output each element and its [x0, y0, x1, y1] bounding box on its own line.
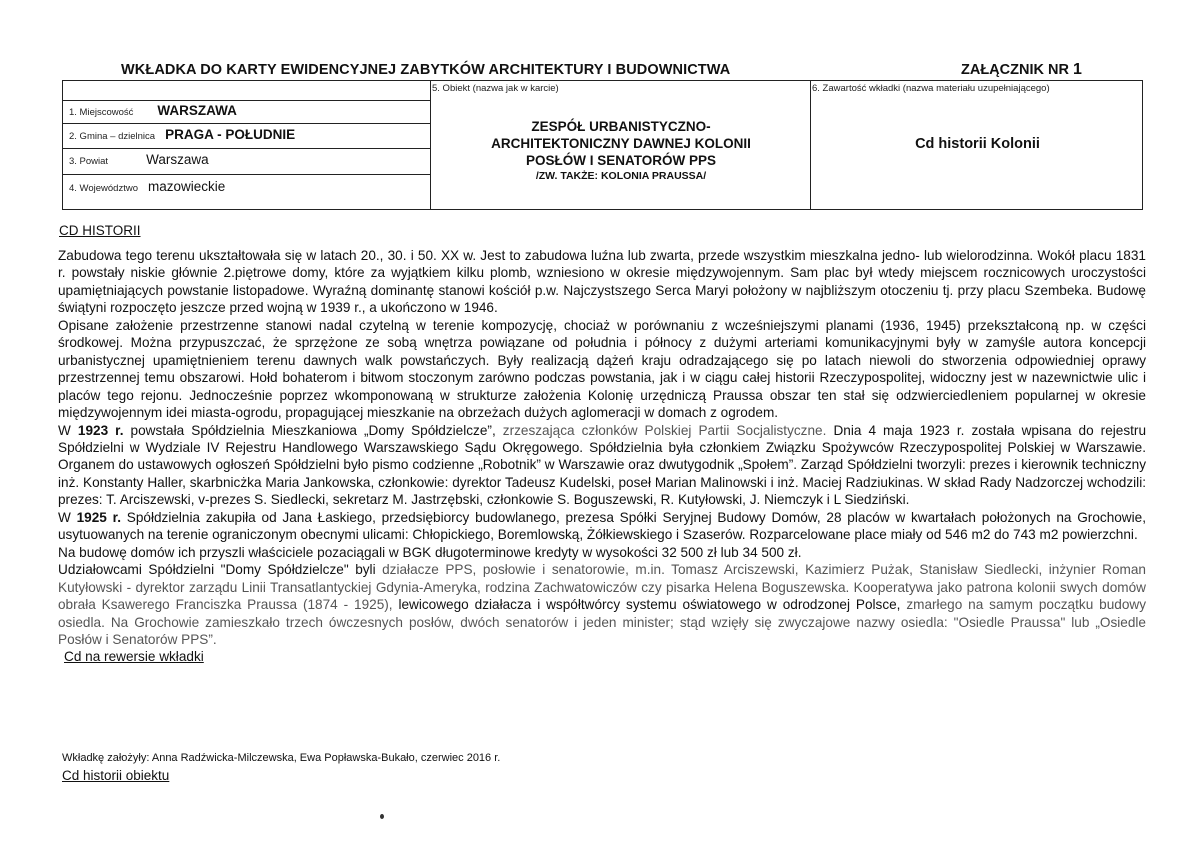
field-label: 1. Miejscowość [69, 107, 134, 118]
text-span: W [58, 422, 78, 438]
field-value: WARSZAWA [157, 103, 237, 118]
text-span: Spółdzielnia zakupiła od Jana Łaskiego, przedsiębiorcy budowlanego, prezesa Spółki Seryjnej Budowy Domów, 28 placów w kwartałach położonych na Grochowie, usytuowanych na terenie ograniczonym obecnymi ulicami: Chłopickiego, Boremlowską, Żółkiewskiego i Szaserów. Rozparcelowane place miały od 546 m2 do 743 m2 powierzchni. [58, 509, 1146, 543]
year-1925: 1925 r. [76, 509, 121, 525]
object-line: ZESPÓŁ URBANISTYCZNO- [531, 119, 711, 134]
object-line: POSŁÓW I SENATORÓW PPS [525, 153, 716, 168]
divider [63, 123, 430, 124]
field-county [69, 152, 429, 167]
history-text [58, 247, 1146, 666]
text-span: Udziałowcami Spółdzielni "Domy Spółdzielcze" byli [58, 562, 383, 578]
paragraph [58, 561, 1146, 648]
paragraph: Zabudowa tego terenu ukształtowała się w latach 20., 30. i 50. XX w. Jest to zabudowa luźna lub zwarta, przede wszystkim mieszkalna jedno- lub wielorodzinna. Wokół placu 1831 r. powstały niskie głównie 2.piętrowe domy, które za wyjątkiem kilku plomb, wzniesiono w okresie międzywojennym. Sam plac był wtedy miejscem rocznicowych uroczystości upamiętniających powstanie listopadowe. Wyraźną dominantę stanowi kościół p.w. Najczystszego Serca Maryi położony w najbliższym otoczeniu tj. przy placu Szembeka. Budowę świątyni rozpoczęto jeszcze przed wojną w 1939 r., a ukończono w 1946. [58, 248, 1146, 316]
field-label: 3. Powiat [69, 156, 109, 167]
text-span: zrzeszająca członków Polskiej Partii Socjalistyczne. [502, 422, 827, 438]
attachment-number [961, 61, 1082, 79]
reverse-link[interactable]: Cd na rewersie wkładki [64, 649, 204, 665]
divider [63, 148, 430, 149]
identification-table [62, 80, 1143, 210]
paragraph: Opisane założenie przestrzenne stanowi nadal czytelną w terenie kompozycję, chociaż w porównaniu z wcześniejszymi planami (1936, 1945) przekształconą np. w części środkowej. Można przypuszczać, że sprzężone ze sobą wnętrza powiązane od południa i północy z dużymi arteriami komunikacyjnymi były w zamyśle autora koncepcji urbanistycznej upamiętnieniem terenu dawnych walk powstańczych. Były realizacją dążeń kraju odradzającego się po latach niewoli do stworzenia odpowiedniej oprawy przestrzennej temu obszarowi. Hołd bohaterom i bitwom stoczonym zarówno podczas powstania, jak i w ciągu całej historii Rzeczypospolitej, widoczny jest w nazewnictwie ulic i placów tego rejonu. Jednocześnie poprzez wkomponowaną w strukturze założenia Kolonię urzędniczą Praussa obszar ten stał się odzwierciedleniem popularnej w okresie międzywojennym idei miasta-ogrodu, propagującej mieszkanie na obrzeżach dużych aglomeracji w domach z ogrodem. [58, 317, 1146, 421]
text-span: lewicowego działacza i współtwórcy systemu oświatowego w odrodzonej Polsce, [392, 597, 907, 613]
object-line: ARCHITEKTONICZNY DAWNEJ KOLONII [491, 136, 751, 151]
divider [63, 174, 430, 175]
year-1923: 1923 r. [77, 422, 124, 438]
field-value: Warszawa [146, 152, 209, 167]
credit-line: Wkładkę założyły: Anna Radźwicka-Milczewska, Ewa Popławska-Bukało, czerwiec 2016 r. [62, 752, 501, 764]
field-locality [69, 103, 429, 118]
text-span: Dnia 4 maja 1923 r. została wpisana do rejestru Spółdzielni w Wydziale IV Rejestru Handlowego Warszawskiego Sądu Okręgowego. Spółdzielnia była członkiem Związku Spożywców Rzeczypospolitej Polskiej w Warszawie. Organem do ustawowych ogłoszeń Spółdzielni było pismo codzienne „Robotnik” w Warszawie oraz dwutygodnik „Społem”. Zarząd Spółdzielni tworzyli: prezes i kierownik techniczny inż. Konstanty Haller, skarbnicżka Maria Jankowska, członkowie: dyrektor Tadeusz Kudelski, poseł Marian Malinowski i inż. Maciej Radziukinas. W skład Rady Nadzorczej wchodzili: prezes: T. Arciszewski, v-prezes S. Siedlecki, sekretarz M. Jastrzębski, członkowie S. Boguszewski, R. Kutyłowski, J. Niemczyk i L Siedziński. [58, 422, 1147, 508]
object-label: 5. Obiekt (nazwa jak w karcie) [432, 83, 559, 94]
divider [63, 100, 430, 101]
section-title: CD HISTORII [59, 223, 141, 238]
text-span: W [58, 509, 77, 525]
text-span: zmarłego na samym początku budowy osiedla. Na Grochowie zamieszkało trzech ówczesnych posłów, dwóch senatorów i jeden minister; stąd wzięły się zwyczajowe nazwy osiedla: "Osiedle Praussa" lub „Osiedle Posłów i Senatorów PPS”. [58, 597, 1146, 647]
history-link[interactable]: Cd historii obiektu [62, 768, 170, 783]
paragraph: Na budowę domów ich przyszli właściciele pozaciągali w BGK długoterminowe kredyty w wysokości 32 500 zł lub 34 500 zł. [58, 544, 802, 560]
field-voivodeship [69, 179, 429, 194]
paragraph [58, 509, 1146, 544]
text-span: działacze PPS, posłowie i senatorowie, m.in. Tomasz Arciszewski, Kazimierz Pużak, Stanisław Siedlecki, inżynier Roman Kutyłowski - dyrektor zarządu Linii Transatlantyckiej Gdynia-Ameryka, rodzina Zachwatowiczów czy pisarka Helena Boguszewska. Kooperatywa jako patrona kolonii swych domów obrała Ksawerego Franciszka Praussa (1874 - 1925), [58, 562, 1146, 613]
attachment-label: ZAŁĄCZNIK NR [961, 62, 1069, 78]
field-value: PRAGA - POŁUDNIE [165, 127, 296, 142]
attachment-number-value: 1 [1072, 61, 1082, 78]
text-span: powstała Spółdzielnia Mieszkaniowa „Domy Spółdzielcze”, [123, 422, 503, 438]
scan-dot [380, 814, 384, 819]
field-label: 4. Województwo [69, 183, 138, 194]
field-value: mazowieckie [148, 179, 226, 194]
object-name [431, 118, 811, 183]
object-alias: /ZW. TAKŻE: KOLONIA PRAUSSA/ [535, 170, 707, 182]
field-label: 2. Gmina – dzielnica [69, 131, 156, 142]
content-value: Cd historii Kolonii [915, 136, 1040, 152]
field-commune [69, 127, 429, 142]
content-label: 6. Zawartość wkładki (nazwa materiału uzupełniającego) [812, 83, 1050, 94]
card-title: WKŁADKA DO KARTY EWIDENCYJNEJ ZABYTKÓW ARCHITEKTURY I BUDOWNICTWA [121, 62, 731, 78]
paragraph [58, 422, 1146, 509]
